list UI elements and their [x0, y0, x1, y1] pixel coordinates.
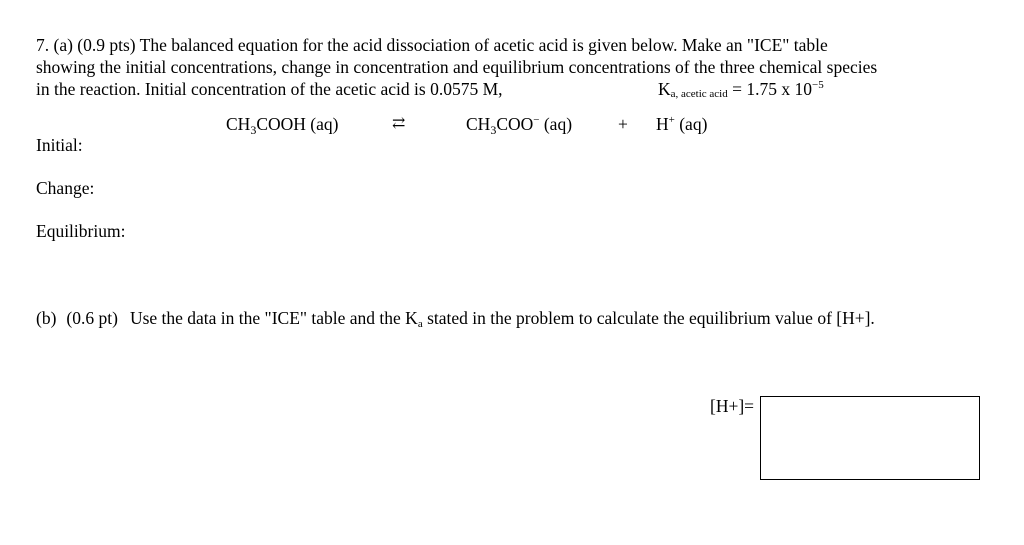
equation-product-acetate: [466, 113, 572, 138]
ka-value: = 1.75 x 10: [727, 79, 812, 99]
equilibrium-arrow-icon: ⇄: [392, 115, 406, 132]
ka-subscript: a, acetic acid: [670, 88, 728, 100]
equation-product-hydrogen: [656, 113, 707, 138]
product2-h: H: [656, 114, 669, 134]
reactant-subscript: 3: [250, 123, 257, 137]
reactant-cooh: COOH (aq): [256, 114, 339, 134]
question-line-1: 7. (a) (0.9 pts) The balanced equation for the acid dissociation of acetic acid is given below. Make an "ICE" table: [36, 35, 828, 55]
equation-plus: +: [618, 114, 628, 134]
part-b-ka-subscript: a: [417, 318, 423, 330]
ka-expression: [658, 78, 824, 103]
product2-state: (aq): [674, 114, 708, 134]
part-b-points: (0.6 pt): [66, 308, 118, 328]
part-b-text-after: stated in the problem to calculate the equilibrium value of [H+].: [422, 308, 875, 328]
product2-charge: +: [668, 114, 675, 126]
part-b-question: [36, 307, 875, 332]
ka-exponent: −5: [812, 79, 824, 91]
product1-charge: −: [533, 114, 540, 126]
ice-row-change: Change:: [36, 178, 95, 198]
ka-symbol: K: [658, 79, 671, 99]
product1-state: (aq): [539, 114, 573, 134]
product1-ch: CH: [466, 114, 491, 134]
ice-row-equilibrium: Equilibrium:: [36, 221, 126, 241]
equation-reactant: [226, 113, 338, 137]
ice-row-initial: Initial:: [36, 135, 83, 155]
part-b-text: [130, 308, 875, 328]
answer-label: [H+]=: [710, 396, 755, 416]
part-b-label: (b): [36, 308, 57, 328]
question-line-2: showing the initial concentrations, change in concentration and equilibrium concentrations of the three chemical species: [36, 57, 878, 77]
question-line-3: in the reaction. Initial concentration of the acetic acid is 0.0575 M,: [36, 79, 503, 99]
answer-input-box[interactable]: [760, 396, 980, 480]
product1-subscript: 3: [490, 123, 497, 137]
product1-coo: COO: [496, 114, 534, 134]
reactant-ch: CH: [226, 114, 251, 134]
part-b-text-before: Use the data in the "ICE" table and the K: [129, 308, 418, 328]
